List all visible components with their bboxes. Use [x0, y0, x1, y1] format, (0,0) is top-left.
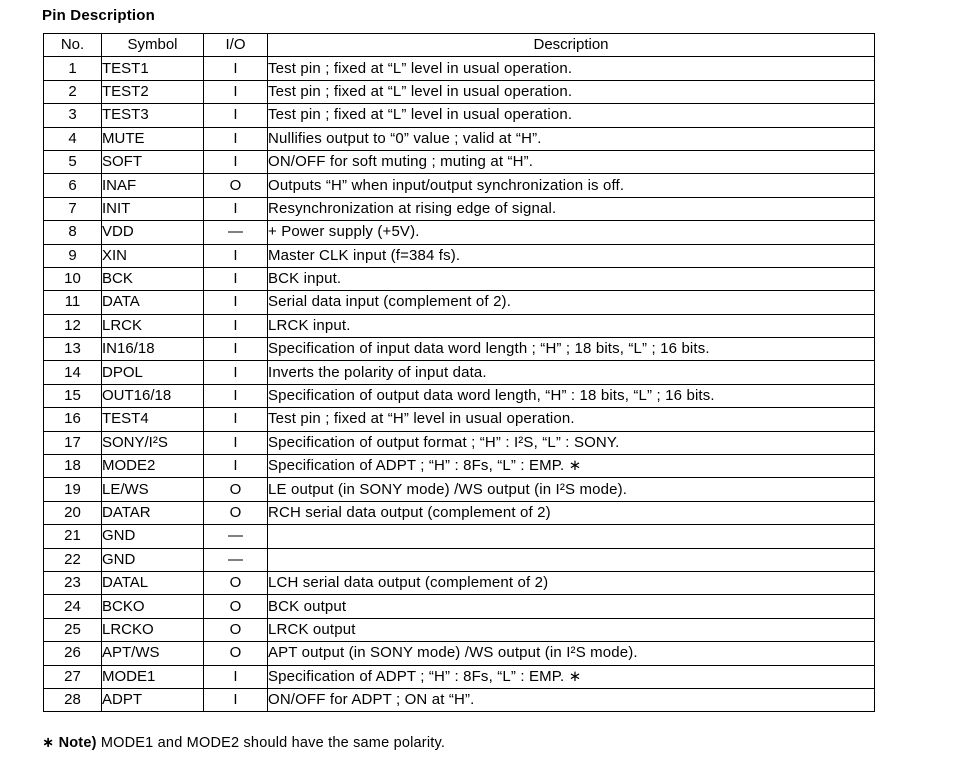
pin-description-table [43, 33, 875, 712]
pin-number: 9 [44, 244, 102, 267]
table-row [44, 408, 875, 431]
pin-io: O [204, 478, 268, 501]
pin-symbol: IN16/18 [102, 338, 204, 361]
pin-symbol: LRCK [102, 314, 204, 337]
table-row [44, 501, 875, 524]
table-row [44, 548, 875, 571]
pin-number: 6 [44, 174, 102, 197]
pin-number: 13 [44, 338, 102, 361]
pin-symbol: TEST4 [102, 408, 204, 431]
pin-description: BCK output [268, 595, 875, 618]
pin-description: LRCK input. [268, 314, 875, 337]
pin-symbol: DPOL [102, 361, 204, 384]
header-no: No. [44, 34, 102, 57]
pin-description: Specification of output format ; “H” : I²S, “L” : SONY. [268, 431, 875, 454]
pin-io: I [204, 665, 268, 688]
pin-symbol: MUTE [102, 127, 204, 150]
pin-number: 14 [44, 361, 102, 384]
table-row [44, 197, 875, 220]
table-row [44, 455, 875, 478]
pin-io: — [204, 221, 268, 244]
pin-symbol: DATA [102, 291, 204, 314]
pin-description: Specification of ADPT ; “H” : 8Fs, “L” : EMP. ∗ [268, 455, 875, 478]
pin-description: Specification of input data word length ; “H” ; 18 bits, “L” ; 16 bits. [268, 338, 875, 361]
pin-symbol: GND [102, 525, 204, 548]
page-title: Pin Description [42, 7, 156, 24]
pin-symbol: BCKO [102, 595, 204, 618]
pin-number: 26 [44, 642, 102, 665]
pin-io: I [204, 314, 268, 337]
pin-description: ON/OFF for ADPT ; ON at “H”. [268, 688, 875, 711]
pin-io: I [204, 127, 268, 150]
pin-symbol: LE/WS [102, 478, 204, 501]
table-header-row [44, 34, 875, 57]
pin-number: 28 [44, 688, 102, 711]
pin-io: — [204, 525, 268, 548]
pin-number: 24 [44, 595, 102, 618]
pin-number: 23 [44, 571, 102, 594]
pin-number: 20 [44, 501, 102, 524]
pin-symbol: MODE1 [102, 665, 204, 688]
pin-io: I [204, 244, 268, 267]
table-row [44, 338, 875, 361]
pin-symbol: INAF [102, 174, 204, 197]
pin-number: 12 [44, 314, 102, 337]
pin-io: I [204, 197, 268, 220]
pin-description: Test pin ; fixed at “L” level in usual operation. [268, 80, 875, 103]
pin-symbol: TEST2 [102, 80, 204, 103]
pin-io: O [204, 595, 268, 618]
pin-description: + Power supply (+5V). [268, 221, 875, 244]
pin-symbol: ADPT [102, 688, 204, 711]
pin-description: LE output (in SONY mode) /WS output (in I²S mode). [268, 478, 875, 501]
pin-number: 22 [44, 548, 102, 571]
pin-description [268, 525, 875, 548]
pin-number: 19 [44, 478, 102, 501]
pin-io: O [204, 642, 268, 665]
table-row [44, 127, 875, 150]
pin-number: 16 [44, 408, 102, 431]
pin-description: Nullifies output to “0” value ; valid at “H”. [268, 127, 875, 150]
note-text: MODE1 and MODE2 should have the same polarity. [96, 735, 446, 751]
pin-description: Test pin ; fixed at “H” level in usual operation. [268, 408, 875, 431]
pin-io: I [204, 688, 268, 711]
pin-description: APT output (in SONY mode) /WS output (in I²S mode). [268, 642, 875, 665]
table-row [44, 618, 875, 641]
table-row [44, 595, 875, 618]
pin-io: I [204, 150, 268, 173]
pin-number: 8 [44, 221, 102, 244]
pin-description: Master CLK input (f=384 fs). [268, 244, 875, 267]
pin-number: 11 [44, 291, 102, 314]
pin-number: 21 [44, 525, 102, 548]
pin-description: Specification of ADPT ; “H” : 8Fs, “L” : EMP. ∗ [268, 665, 875, 688]
pin-description: Outputs “H” when input/output synchronization is off. [268, 174, 875, 197]
pin-description [268, 548, 875, 571]
pin-number: 15 [44, 384, 102, 407]
footnote [42, 735, 445, 751]
pin-io: I [204, 431, 268, 454]
table-row [44, 267, 875, 290]
pin-number: 25 [44, 618, 102, 641]
pin-description: LRCK output [268, 618, 875, 641]
pin-io: I [204, 104, 268, 127]
pin-number: 5 [44, 150, 102, 173]
pin-number: 18 [44, 455, 102, 478]
pin-io: I [204, 291, 268, 314]
pin-description: ON/OFF for soft muting ; muting at “H”. [268, 150, 875, 173]
pin-number: 3 [44, 104, 102, 127]
pin-io: O [204, 571, 268, 594]
header-io: I/O [204, 34, 268, 57]
pin-io: I [204, 80, 268, 103]
table-row [44, 361, 875, 384]
pin-io: I [204, 361, 268, 384]
pin-symbol: MODE2 [102, 455, 204, 478]
pin-symbol: TEST3 [102, 104, 204, 127]
pin-io: O [204, 174, 268, 197]
pin-number: 27 [44, 665, 102, 688]
pin-description: Test pin ; fixed at “L” level in usual operation. [268, 104, 875, 127]
table-row [44, 525, 875, 548]
pin-symbol: INIT [102, 197, 204, 220]
pin-io: O [204, 501, 268, 524]
table-row [44, 688, 875, 711]
pin-io: I [204, 408, 268, 431]
table-row [44, 174, 875, 197]
table-row [44, 314, 875, 337]
pin-description: BCK input. [268, 267, 875, 290]
pin-symbol: SONY/I²S [102, 431, 204, 454]
pin-io: I [204, 455, 268, 478]
table-row [44, 665, 875, 688]
pin-description: RCH serial data output (complement of 2) [268, 501, 875, 524]
pin-description: LCH serial data output (complement of 2) [268, 571, 875, 594]
table-row [44, 478, 875, 501]
pin-description: Inverts the polarity of input data. [268, 361, 875, 384]
pin-symbol: DATAL [102, 571, 204, 594]
pin-symbol: XIN [102, 244, 204, 267]
table-row [44, 384, 875, 407]
pin-number: 2 [44, 80, 102, 103]
table-row [44, 571, 875, 594]
pin-description: Test pin ; fixed at “L” level in usual operation. [268, 57, 875, 80]
pin-io: I [204, 384, 268, 407]
table-row [44, 642, 875, 665]
pin-number: 17 [44, 431, 102, 454]
table-row [44, 57, 875, 80]
pin-number: 10 [44, 267, 102, 290]
pin-io: I [204, 267, 268, 290]
table-row [44, 291, 875, 314]
pin-io: — [204, 548, 268, 571]
table-row [44, 244, 875, 267]
pin-symbol: APT/WS [102, 642, 204, 665]
pin-number: 7 [44, 197, 102, 220]
pin-description: Serial data input (complement of 2). [268, 291, 875, 314]
pin-io: I [204, 338, 268, 361]
pin-io: I [204, 57, 268, 80]
pin-symbol: TEST1 [102, 57, 204, 80]
pin-symbol: VDD [102, 221, 204, 244]
table-row [44, 150, 875, 173]
note-mark: ∗ Note) [42, 735, 97, 751]
table-row [44, 431, 875, 454]
pin-symbol: BCK [102, 267, 204, 290]
pin-io: O [204, 618, 268, 641]
header-description: Description [268, 34, 875, 57]
pin-symbol: LRCKO [102, 618, 204, 641]
header-symbol: Symbol [102, 34, 204, 57]
table-row [44, 221, 875, 244]
pin-symbol: GND [102, 548, 204, 571]
pin-symbol: OUT16/18 [102, 384, 204, 407]
pin-number: 4 [44, 127, 102, 150]
pin-symbol: DATAR [102, 501, 204, 524]
pin-description: Specification of output data word length, “H” : 18 bits, “L” ; 16 bits. [268, 384, 875, 407]
pin-number: 1 [44, 57, 102, 80]
pin-description: Resynchronization at rising edge of signal. [268, 197, 875, 220]
table-row [44, 104, 875, 127]
table-row [44, 80, 875, 103]
pin-symbol: SOFT [102, 150, 204, 173]
